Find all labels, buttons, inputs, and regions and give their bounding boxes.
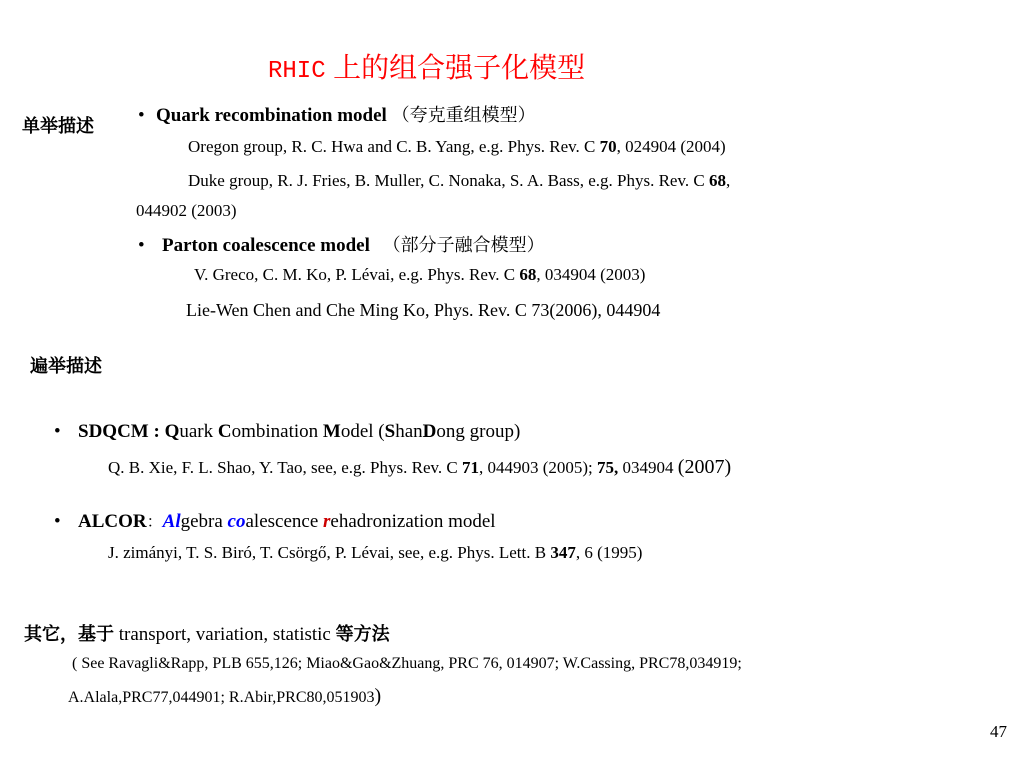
alcor-ehadron: ehadronization model	[330, 511, 496, 532]
alcor-al: Al	[162, 511, 181, 532]
oregon-ref-text: Oregon group, R. C. Hwa and C. B. Yang, e.g. Phys. Rev. C	[188, 137, 600, 156]
title-latin: RHIC	[268, 58, 326, 85]
sdqcm-year: (2007)	[677, 456, 732, 478]
other-ref-close: )	[374, 685, 382, 707]
sdqcm-ref-mid2: 034904	[618, 458, 678, 477]
alcor-ref	[108, 543, 642, 563]
sdqcm-ref-text: Q. B. Xie, F. L. Shao, Y. Tao, see, e.g. Phys. Rev. C	[108, 458, 462, 477]
sdqcm-ref	[108, 456, 731, 479]
sdqcm-uark: uark	[179, 421, 218, 442]
alcor-head: ALCOR	[78, 511, 147, 532]
other-methods-line	[24, 620, 390, 646]
slide-title	[268, 46, 585, 86]
duke-ref-comma: ,	[725, 171, 731, 190]
sdqcm-s: S	[384, 421, 396, 442]
qrm-cjk: （夸克重组模型）	[391, 105, 536, 126]
greco-ref-text: V. Greco, C. M. Ko, P. Lévai, e.g. Phys. Rev. C	[194, 265, 520, 284]
bullet: •	[54, 421, 61, 442]
sdqcm-m: M	[322, 421, 341, 442]
other-cjk2: 等方法	[335, 624, 390, 645]
sdqcm-heading	[54, 421, 520, 443]
duke-ref	[188, 171, 730, 191]
sdqcm-head: SDQCM :	[78, 421, 165, 442]
alcor-r: r	[323, 511, 331, 532]
other-ref-line2-text: A.Alala,PRC77,044901; R.Abir,PRC80,051903	[68, 689, 375, 706]
bullet: •	[138, 235, 145, 256]
qrm-heading	[138, 101, 536, 127]
duke-ref-line2: 044902 (2003)	[136, 201, 237, 220]
greco-ref	[194, 265, 645, 285]
alcor-gebra: gebra	[180, 511, 228, 532]
pcm-cjk: （部分子融合模型）	[382, 235, 545, 256]
oregon-ref	[188, 137, 726, 157]
chen-ref: Lie-Wen Chen and Che Ming Ko, Phys. Rev. C 73(2006), 044904	[186, 300, 661, 320]
oregon-vol: 70	[599, 137, 617, 156]
sdqcm-vol: 71	[461, 458, 479, 477]
duke-vol: 68	[708, 171, 726, 190]
other-latin: transport, variation, statistic	[114, 624, 336, 645]
pcm-heading	[138, 231, 545, 257]
sdqcm-c: C	[217, 421, 232, 442]
page-number: 47	[990, 722, 1007, 741]
alcor-ref-text: J. zimányi, T. S. Biró, T. Csörgő, P. Lévai, see, e.g. Phys. Lett. B	[108, 543, 551, 562]
title-cjk: 上的组合强子化模型	[333, 51, 586, 84]
other-ref-line1: ( See Ravagli&Rapp, PLB 655,126; Miao&Gao&Zhuang, PRC 76, 014907; W.Cassing, PRC78,034919;	[72, 655, 742, 672]
oregon-ref-tail: , 024904 (2004)	[616, 137, 726, 156]
sdqcm-vol2: 75,	[597, 458, 619, 477]
sdqcm-ong: ong group)	[436, 421, 521, 442]
alcor-colon: ：	[146, 512, 163, 531]
greco-ref-tail: , 034904 (2003)	[536, 265, 646, 284]
sdqcm-han: han	[395, 421, 423, 442]
alcor-co: co	[227, 511, 246, 532]
single-inclusive-label: 单举描述	[22, 116, 94, 137]
sdqcm-q: Q	[164, 421, 180, 442]
alcor-heading	[54, 509, 496, 533]
sdqcm-ref-mid: , 044903 (2005);	[478, 458, 598, 477]
other-ref-line2	[68, 685, 381, 708]
duke-ref-text: Duke group, R. J. Fries, B. Muller, C. Nonaka, S. A. Bass, e.g. Phys. Rev. C	[188, 171, 709, 190]
bullet: •	[54, 511, 61, 532]
alcor-ref-tail: , 6 (1995)	[575, 543, 643, 562]
greco-vol: 68	[519, 265, 537, 284]
sdqcm-d: D	[422, 421, 437, 442]
exclusive-label: 遍举描述	[30, 356, 102, 377]
bullet: •	[138, 105, 145, 126]
sdqcm-ombination: ombination	[231, 421, 323, 442]
alcor-alescence: alescence	[245, 511, 324, 532]
pcm-name: Parton coalescence model	[162, 235, 370, 256]
other-cjk1: 其它，基于	[24, 624, 114, 645]
qrm-name: Quark recombination model	[156, 105, 387, 126]
sdqcm-odel: odel (	[340, 421, 385, 442]
alcor-vol: 347	[550, 543, 576, 562]
